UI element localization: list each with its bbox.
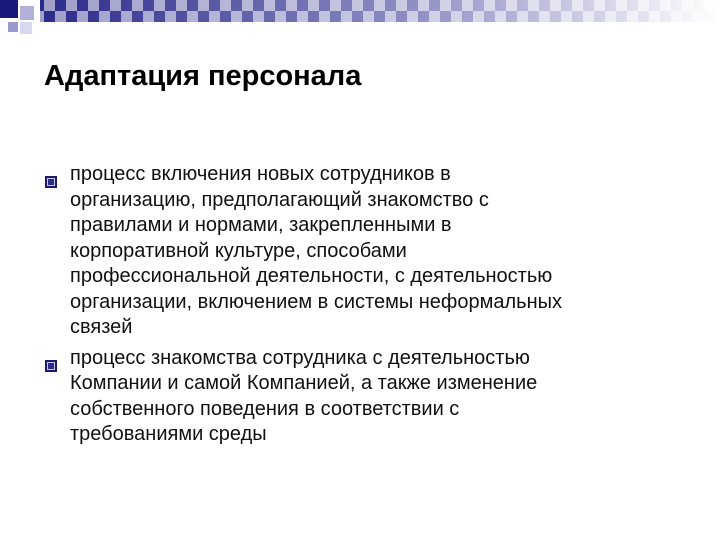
bullet-text-1: процесс включения новых сотрудников в организацию, предполагающий знакомство с правилами и нормами, закрепленными в корпоративной культуре, способами профессиональной деятельности, с деятельностью организации, включением в системы неформальных связей: [70, 163, 563, 338]
header-checker-overlay: [40, 0, 720, 22]
bullet-text-2: процесс знакомства сотрудника с деятельностью Компании и самой Компанией, а также изменение собственного поведения в соответствии с требованиями среды: [70, 346, 538, 445]
bullet-list: [44, 162, 684, 453]
corner-square-medium: [20, 6, 34, 20]
slide-title: Адаптация персонала: [44, 60, 362, 92]
square-bullet-icon: [45, 354, 57, 366]
corner-square-tiny: [8, 22, 18, 32]
square-bullet-icon: [45, 170, 57, 182]
bullet-item-2: [44, 346, 684, 448]
bullet-item-1: [44, 162, 684, 341]
header-decoration: [0, 0, 720, 60]
corner-square-large: [0, 0, 18, 18]
corner-square-small: [20, 22, 32, 34]
